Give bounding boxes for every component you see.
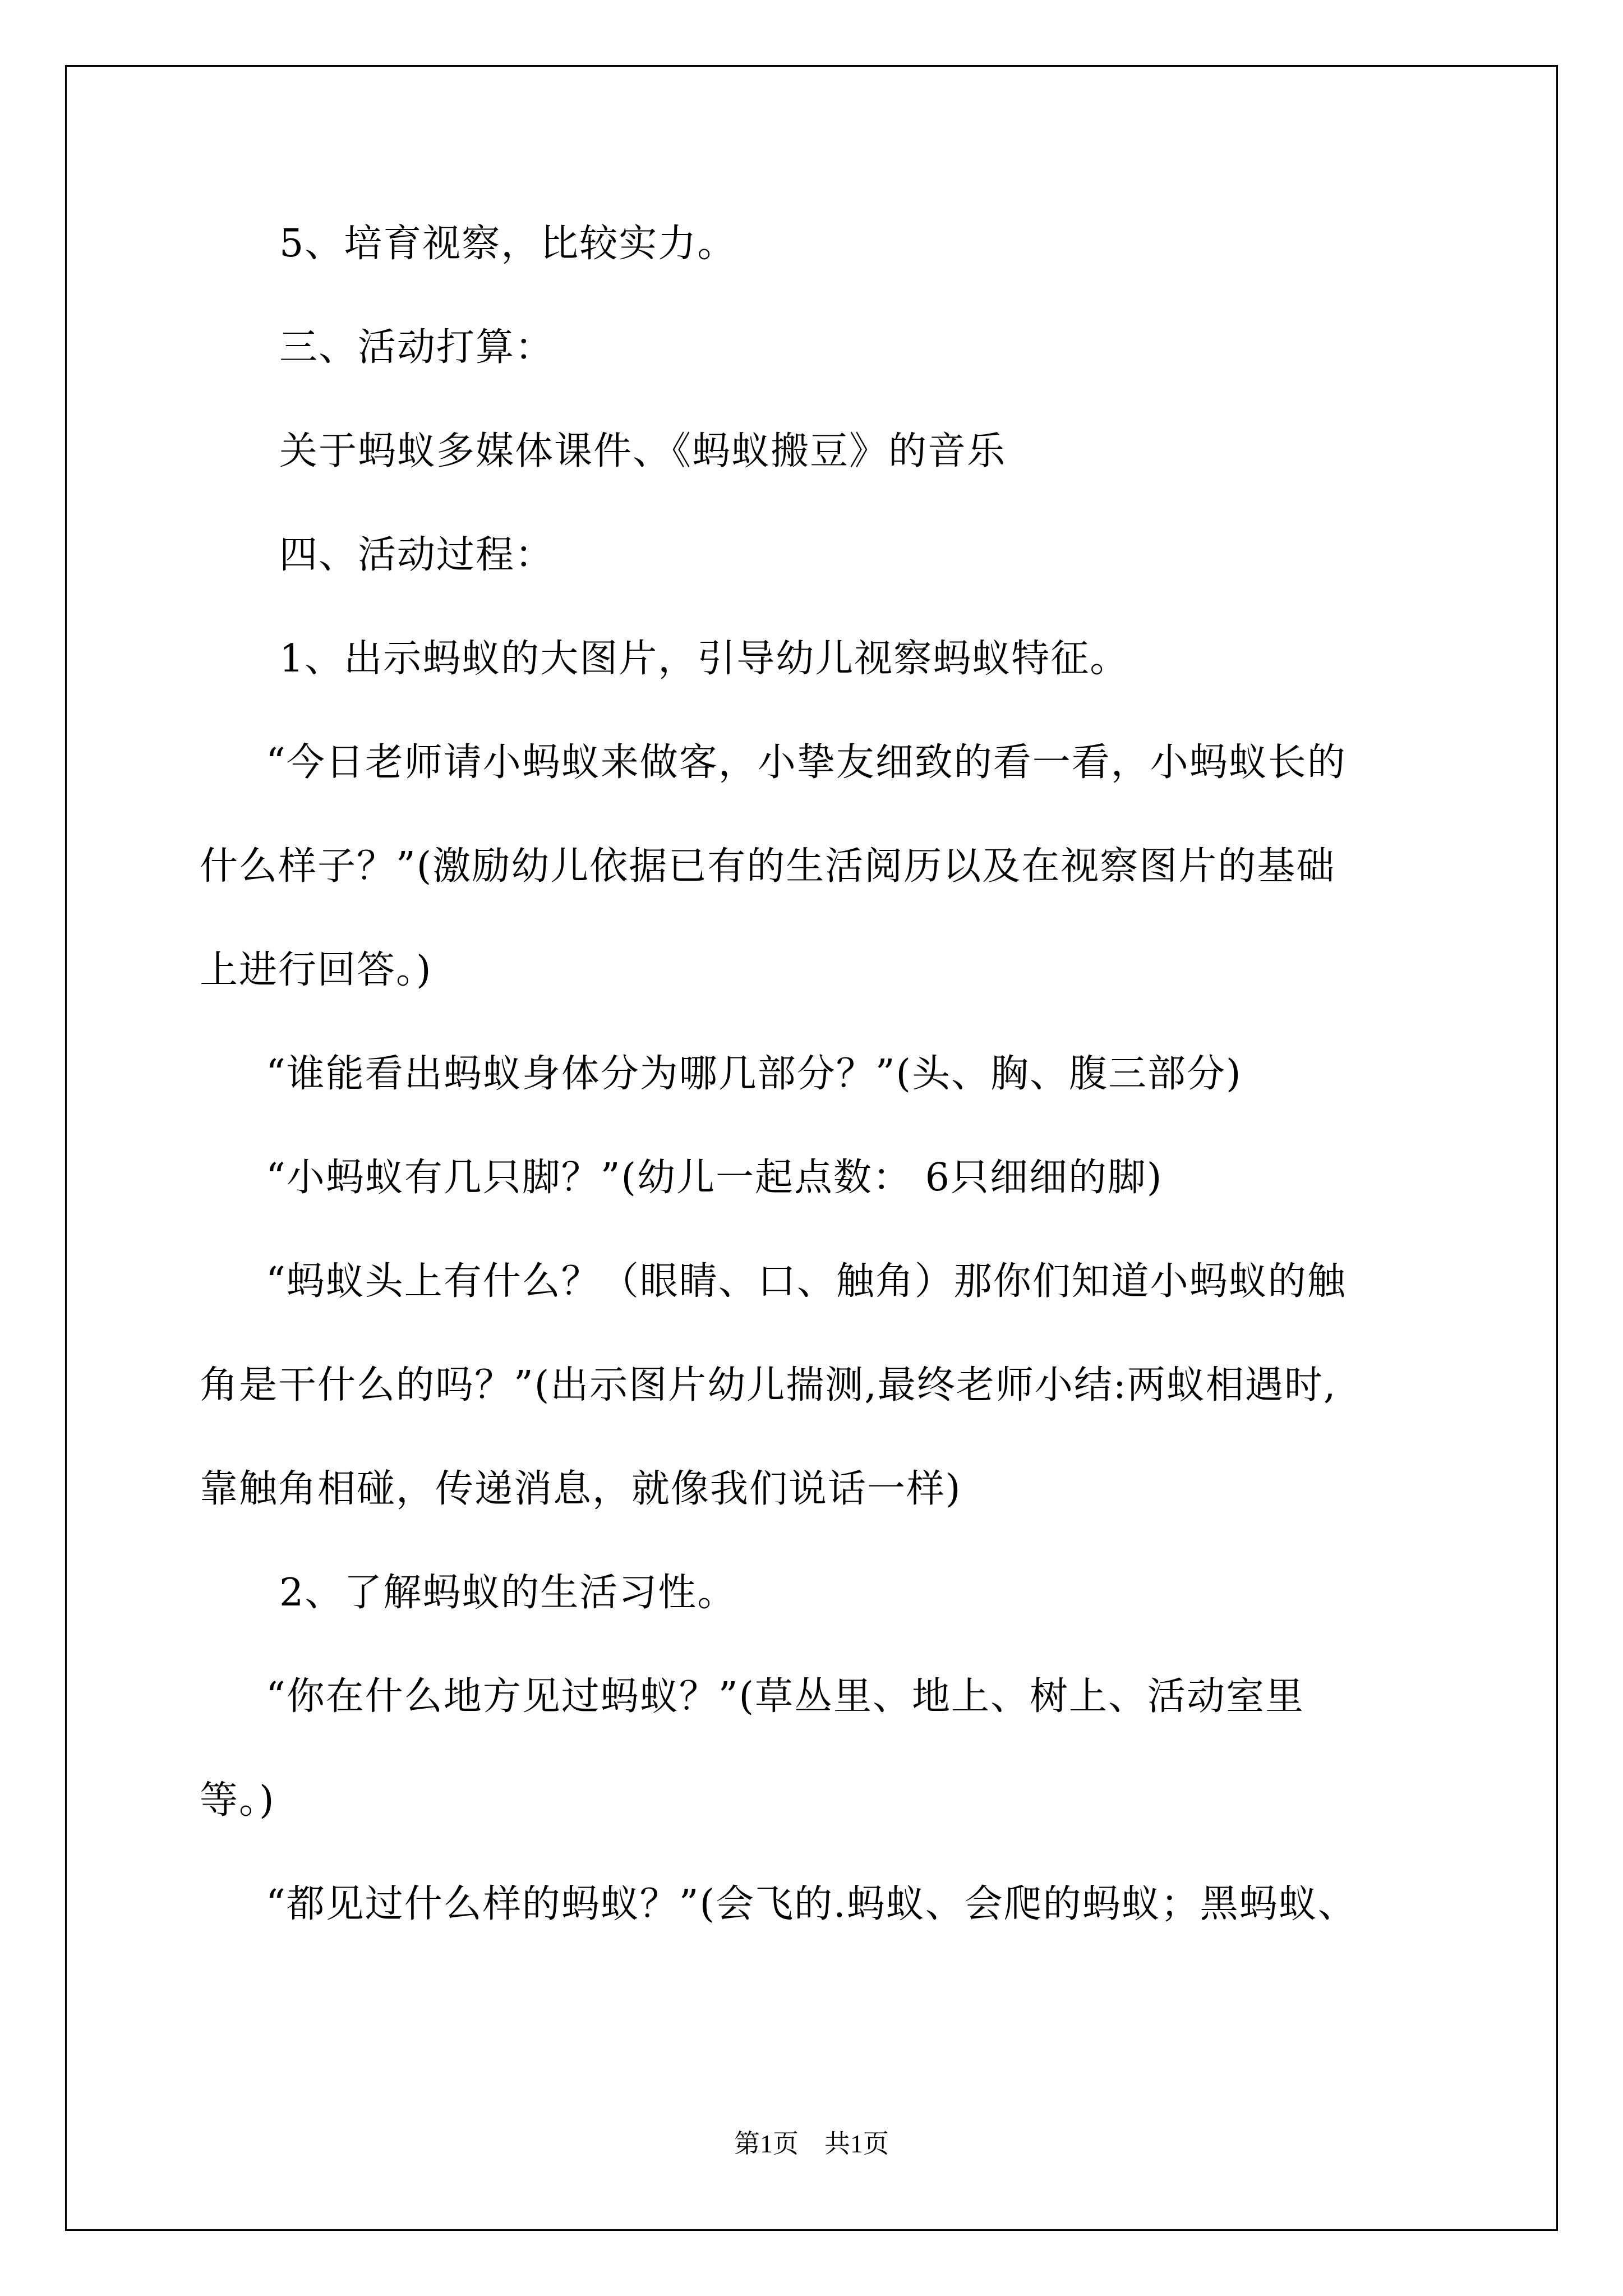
text-line: 5、培育视察，比较实力。: [279, 222, 737, 266]
text-line: 角是干什么的吗？”(出示图片幼儿揣测,最终老师小结:两蚁相遇时,: [200, 1363, 1337, 1407]
text-line: 什么样子？”(激励幼儿依据已有的生活阅历以及在视察图片的基础: [200, 844, 1336, 889]
text-line: 三、活动打算：: [279, 325, 555, 370]
text-line: “你在什么地方见过蚂蚁？”(草丛里、地上、树上、活动室里: [266, 1674, 1305, 1719]
text-line: 等。): [200, 1778, 275, 1823]
text-line: “都见过什么样的蚂蚁？”(会飞的.蚂蚁、会爬的蚂蚁；黑蚂蚁、: [266, 1882, 1357, 1926]
text-line: “小蚂蚁有几只脚？”(幼儿一起点数： 6只细细的脚): [266, 1156, 1163, 1200]
text-line: 四、活动过程：: [279, 533, 555, 577]
text-line: 上进行回答。): [200, 948, 432, 992]
text-line: “今日老师请小蚂蚁来做客，小挚友细致的看一看，小蚂蚁长的: [266, 740, 1347, 785]
page-footer: 第1页 共1页: [734, 2129, 889, 2158]
text-line: 1、出示蚂蚁的大图片，引导幼儿视察蚂蚁特征。: [279, 637, 1129, 681]
text-line: 2、了解蚂蚁的生活习性。: [279, 1571, 737, 1615]
text-line: “谁能看出蚂蚁身体分为哪几部分？”(头、胸、腹三部分): [266, 1052, 1242, 1096]
text-line: 关于蚂蚁多媒体课件、《蚂蚁搬豆》的音乐: [279, 429, 1007, 473]
text-line: “蚂蚁头上有什么？（眼睛、口、触角）那你们知道小蚂蚁的触: [266, 1259, 1347, 1304]
text-line: 靠触角相碰，传递消息，就像我们说话一样): [200, 1467, 962, 1511]
